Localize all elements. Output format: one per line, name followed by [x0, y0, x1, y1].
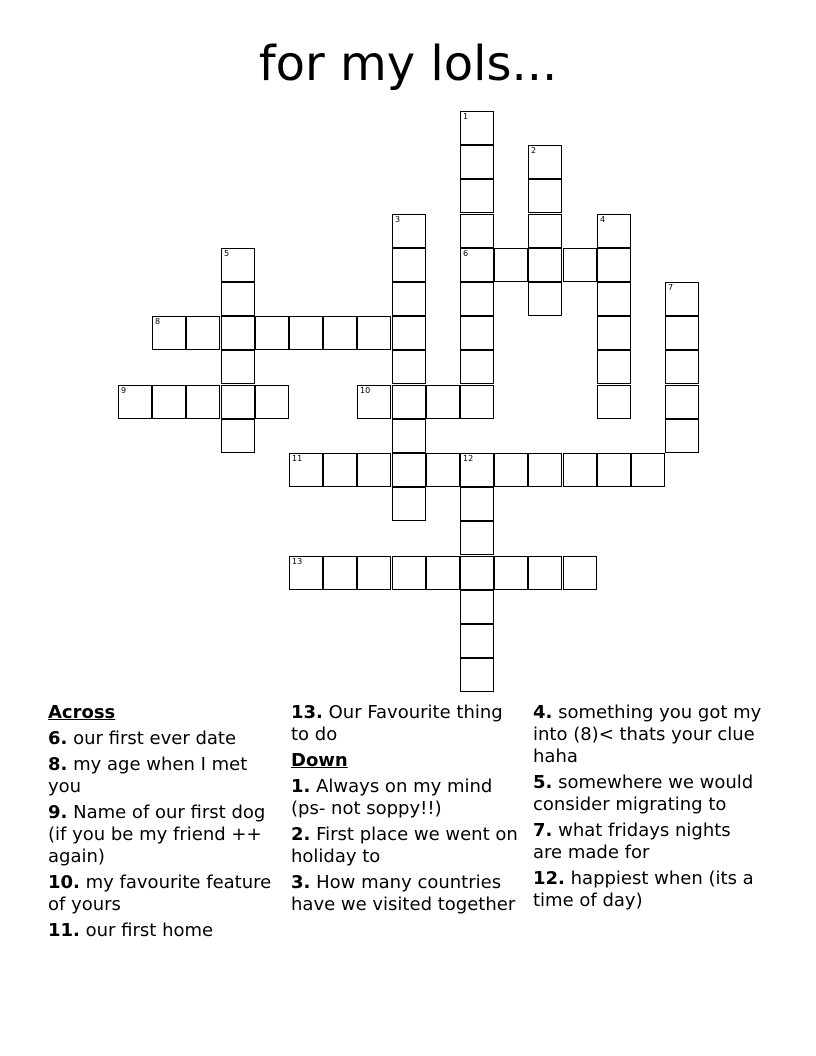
clue-text: How many countries have we visited together — [291, 872, 516, 915]
grid-cell[interactable] — [392, 419, 426, 453]
clue-text: my age when I met you — [48, 754, 248, 797]
grid-cell[interactable] — [597, 316, 631, 350]
grid-cell[interactable] — [460, 453, 494, 487]
clue-number: 13. — [291, 702, 323, 723]
grid-cell[interactable] — [597, 453, 631, 487]
grid-cell[interactable] — [460, 179, 494, 213]
grid-cell[interactable] — [597, 214, 631, 248]
grid-cell[interactable] — [460, 658, 494, 692]
clue-text: Name of our first dog (if you be my friend ++ again) — [48, 802, 266, 867]
clue-across-11 — [48, 920, 280, 942]
grid-cell[interactable] — [289, 556, 323, 590]
grid-cell[interactable] — [357, 556, 391, 590]
cell-number: 10 — [360, 386, 371, 395]
cell-letter-input[interactable] — [598, 249, 630, 281]
cell-number: 4 — [600, 215, 606, 224]
grid-cell[interactable] — [221, 248, 255, 282]
clue-number: 11. — [48, 920, 80, 941]
grid-cell[interactable] — [494, 453, 528, 487]
clue-across-13 — [291, 702, 523, 746]
cell-letter-input[interactable] — [461, 351, 493, 383]
grid-cell[interactable] — [563, 248, 597, 282]
cell-letter-input[interactable] — [256, 317, 288, 349]
clue-text: our first home — [85, 920, 214, 941]
cell-number: 5 — [224, 249, 230, 258]
cell-letter-input[interactable] — [666, 317, 698, 349]
cell-letter-input[interactable] — [529, 557, 561, 589]
cell-number: 1 — [463, 112, 469, 121]
grid-cell[interactable] — [460, 145, 494, 179]
cell-letter-input[interactable] — [358, 386, 390, 418]
cell-letter-input[interactable] — [461, 146, 493, 178]
cell-letter-input[interactable] — [153, 317, 185, 349]
cell-letter-input[interactable] — [290, 317, 322, 349]
cell-letter-input[interactable] — [666, 283, 698, 315]
grid-cell[interactable] — [392, 487, 426, 521]
cell-letter-input[interactable] — [529, 180, 561, 212]
cell-letter-input[interactable] — [153, 386, 185, 418]
grid-cell[interactable] — [392, 316, 426, 350]
grid-cell[interactable] — [392, 350, 426, 384]
clue-across-6 — [48, 728, 280, 750]
cell-letter-input[interactable] — [222, 351, 254, 383]
cell-letter-input[interactable] — [495, 557, 527, 589]
clue-down-5 — [533, 772, 765, 816]
clue-text: First place we went on holiday to — [291, 824, 518, 867]
grid-cell[interactable] — [460, 111, 494, 145]
cell-number: 2 — [531, 146, 537, 155]
grid-cell[interactable] — [152, 385, 186, 419]
cell-letter-input[interactable] — [393, 454, 425, 486]
cell-letter-input[interactable] — [393, 488, 425, 520]
clue-number: 1. — [291, 776, 311, 797]
clue-column-2 — [291, 702, 523, 920]
grid-cell[interactable] — [528, 453, 562, 487]
clue-down-12 — [533, 868, 765, 912]
cell-letter-input[interactable] — [324, 454, 356, 486]
grid-cell[interactable] — [186, 385, 220, 419]
grid-cell[interactable] — [357, 385, 391, 419]
grid-cell[interactable] — [392, 282, 426, 316]
grid-cell[interactable] — [255, 385, 289, 419]
cell-letter-input[interactable] — [358, 317, 390, 349]
cell-letter-input[interactable] — [461, 522, 493, 554]
cell-letter-input[interactable] — [393, 215, 425, 247]
grid-cell[interactable] — [255, 316, 289, 350]
grid-cell[interactable] — [152, 316, 186, 350]
cell-letter-input[interactable] — [461, 454, 493, 486]
grid-cell[interactable] — [392, 453, 426, 487]
grid-cell[interactable] — [665, 385, 699, 419]
clue-number: 8. — [48, 754, 68, 775]
grid-cell[interactable] — [323, 316, 357, 350]
cell-number: 11 — [292, 454, 303, 463]
clue-number: 12. — [533, 868, 565, 889]
cell-letter-input[interactable] — [461, 625, 493, 657]
clue-number: 3. — [291, 872, 311, 893]
grid-cell[interactable] — [665, 350, 699, 384]
grid-cell[interactable] — [528, 282, 562, 316]
clue-text: Our Favourite thing to do — [291, 702, 503, 745]
cell-letter-input[interactable] — [393, 283, 425, 315]
grid-cell[interactable] — [528, 179, 562, 213]
grid-cell[interactable] — [494, 556, 528, 590]
grid-cell[interactable] — [460, 556, 494, 590]
clue-down-1 — [291, 776, 523, 820]
down-heading: Down — [291, 750, 348, 771]
cell-letter-input[interactable] — [461, 283, 493, 315]
grid-cell[interactable] — [392, 214, 426, 248]
grid-cell[interactable] — [426, 453, 460, 487]
cell-letter-input[interactable] — [529, 215, 561, 247]
clue-number: 2. — [291, 824, 311, 845]
cell-letter-input[interactable] — [666, 351, 698, 383]
clue-text: Always on my mind (ps- not soppy!!) — [291, 776, 493, 819]
grid-cell[interactable] — [597, 282, 631, 316]
cell-letter-input[interactable] — [187, 386, 219, 418]
cell-letter-input[interactable] — [598, 283, 630, 315]
cell-letter-input[interactable] — [358, 557, 390, 589]
clue-number: 10. — [48, 872, 80, 893]
cell-letter-input[interactable] — [598, 215, 630, 247]
cell-letter-input[interactable] — [393, 249, 425, 281]
cell-letter-input[interactable] — [290, 454, 322, 486]
cell-letter-input[interactable] — [427, 557, 459, 589]
cell-letter-input[interactable] — [461, 488, 493, 520]
clue-down-3 — [291, 872, 523, 916]
cell-letter-input[interactable] — [427, 386, 459, 418]
clue-down-2 — [291, 824, 523, 868]
clue-down-7 — [533, 820, 765, 864]
cell-letter-input[interactable] — [393, 557, 425, 589]
grid-cell[interactable] — [221, 316, 255, 350]
clue-column-1 — [48, 702, 280, 946]
clue-text: what fridays nights are made for — [533, 820, 731, 863]
grid-cell[interactable] — [597, 350, 631, 384]
grid-cell[interactable] — [528, 214, 562, 248]
cell-letter-input[interactable] — [222, 386, 254, 418]
grid-cell[interactable] — [563, 453, 597, 487]
cell-letter-input[interactable] — [529, 283, 561, 315]
across-heading: Across — [48, 702, 116, 723]
grid-cell[interactable] — [460, 521, 494, 555]
cell-number: 9 — [121, 386, 127, 395]
cell-number: 7 — [668, 283, 674, 292]
grid-cell[interactable] — [221, 419, 255, 453]
cell-letter-input[interactable] — [290, 557, 322, 589]
cell-letter-input[interactable] — [632, 454, 664, 486]
cell-letter-input[interactable] — [598, 386, 630, 418]
cell-letter-input[interactable] — [222, 317, 254, 349]
grid-cell[interactable] — [631, 453, 665, 487]
clue-text: happiest when (its a time of day) — [533, 868, 754, 911]
cell-letter-input[interactable] — [461, 591, 493, 623]
cell-letter-input[interactable] — [461, 215, 493, 247]
cell-letter-input[interactable] — [461, 557, 493, 589]
clue-across-9 — [48, 802, 280, 868]
grid-cell[interactable] — [460, 385, 494, 419]
cell-number: 8 — [155, 317, 161, 326]
grid-cell[interactable] — [528, 145, 562, 179]
cell-letter-input[interactable] — [222, 283, 254, 315]
cell-letter-input[interactable] — [187, 317, 219, 349]
grid-cell[interactable] — [665, 419, 699, 453]
grid-cell[interactable] — [460, 487, 494, 521]
grid-cell[interactable] — [460, 282, 494, 316]
clue-text: our first ever date — [73, 728, 237, 749]
grid-cell[interactable] — [392, 385, 426, 419]
cell-letter-input[interactable] — [564, 249, 596, 281]
grid-cell[interactable] — [323, 453, 357, 487]
cell-letter-input[interactable] — [598, 351, 630, 383]
cell-number: 6 — [463, 249, 469, 258]
grid-cell[interactable] — [597, 248, 631, 282]
grid-cell[interactable] — [221, 282, 255, 316]
cell-letter-input[interactable] — [256, 386, 288, 418]
cell-letter-input[interactable] — [461, 249, 493, 281]
grid-cell[interactable] — [186, 316, 220, 350]
grid-cell[interactable] — [528, 556, 562, 590]
grid-cell[interactable] — [323, 556, 357, 590]
cell-letter-input[interactable] — [393, 351, 425, 383]
cell-letter-input[interactable] — [222, 420, 254, 452]
grid-cell[interactable] — [357, 453, 391, 487]
grid-cell[interactable] — [221, 385, 255, 419]
cell-letter-input[interactable] — [393, 386, 425, 418]
clue-text: somewhere we would consider migrating to — [533, 772, 754, 815]
cell-letter-input[interactable] — [529, 146, 561, 178]
clue-number: 4. — [533, 702, 553, 723]
grid-cell[interactable] — [460, 624, 494, 658]
cell-letter-input[interactable] — [358, 454, 390, 486]
cell-number: 12 — [463, 454, 474, 463]
cell-number: 13 — [292, 557, 303, 566]
grid-cell[interactable] — [289, 453, 323, 487]
cell-letter-input[interactable] — [324, 557, 356, 589]
grid-cell[interactable] — [665, 316, 699, 350]
cell-letter-input[interactable] — [564, 454, 596, 486]
cell-letter-input[interactable] — [495, 454, 527, 486]
clue-number: 9. — [48, 802, 68, 823]
cell-letter-input[interactable] — [666, 386, 698, 418]
clue-across-10 — [48, 872, 280, 916]
grid-cell[interactable] — [460, 214, 494, 248]
cell-letter-input[interactable] — [393, 317, 425, 349]
clue-column-3 — [533, 702, 765, 916]
clue-across-8 — [48, 754, 280, 798]
clue-number: 6. — [48, 728, 68, 749]
clue-number: 5. — [533, 772, 553, 793]
cell-letter-input[interactable] — [393, 420, 425, 452]
cell-letter-input[interactable] — [529, 454, 561, 486]
clue-text: my favourite feature of yours — [48, 872, 272, 915]
grid-cell[interactable] — [392, 556, 426, 590]
cell-letter-input[interactable] — [461, 112, 493, 144]
cell-letter-input[interactable] — [222, 249, 254, 281]
grid-cell[interactable] — [597, 385, 631, 419]
puzzle-title: for my lols... — [258, 36, 558, 92]
cell-letter-input[interactable] — [427, 454, 459, 486]
grid-cell[interactable] — [528, 248, 562, 282]
clue-number: 7. — [533, 820, 553, 841]
cell-letter-input[interactable] — [598, 454, 630, 486]
cell-letter-input[interactable] — [324, 317, 356, 349]
grid-cell[interactable] — [426, 556, 460, 590]
grid-cell[interactable] — [665, 282, 699, 316]
cell-letter-input[interactable] — [461, 386, 493, 418]
cell-letter-input[interactable] — [461, 659, 493, 691]
grid-cell[interactable] — [392, 248, 426, 282]
cell-letter-input[interactable] — [564, 557, 596, 589]
grid-cell[interactable] — [426, 385, 460, 419]
grid-cell[interactable] — [460, 316, 494, 350]
cell-letter-input[interactable] — [529, 249, 561, 281]
clue-down-4 — [533, 702, 765, 768]
cell-letter-input[interactable] — [598, 317, 630, 349]
cell-letter-input[interactable] — [119, 386, 151, 418]
cell-letter-input[interactable] — [495, 249, 527, 281]
grid-cell[interactable] — [494, 248, 528, 282]
grid-cell[interactable] — [460, 590, 494, 624]
grid-cell[interactable] — [563, 556, 597, 590]
grid-cell[interactable] — [357, 316, 391, 350]
cell-letter-input[interactable] — [666, 420, 698, 452]
clue-text: something you got my into (8)< thats your clue haha — [533, 702, 762, 767]
grid-cell[interactable] — [221, 350, 255, 384]
cell-letter-input[interactable] — [461, 180, 493, 212]
grid-cell[interactable] — [460, 350, 494, 384]
grid-cell[interactable] — [289, 316, 323, 350]
cell-letter-input[interactable] — [461, 317, 493, 349]
cell-number: 3 — [395, 215, 401, 224]
grid-cell[interactable] — [118, 385, 152, 419]
grid-cell[interactable] — [460, 248, 494, 282]
